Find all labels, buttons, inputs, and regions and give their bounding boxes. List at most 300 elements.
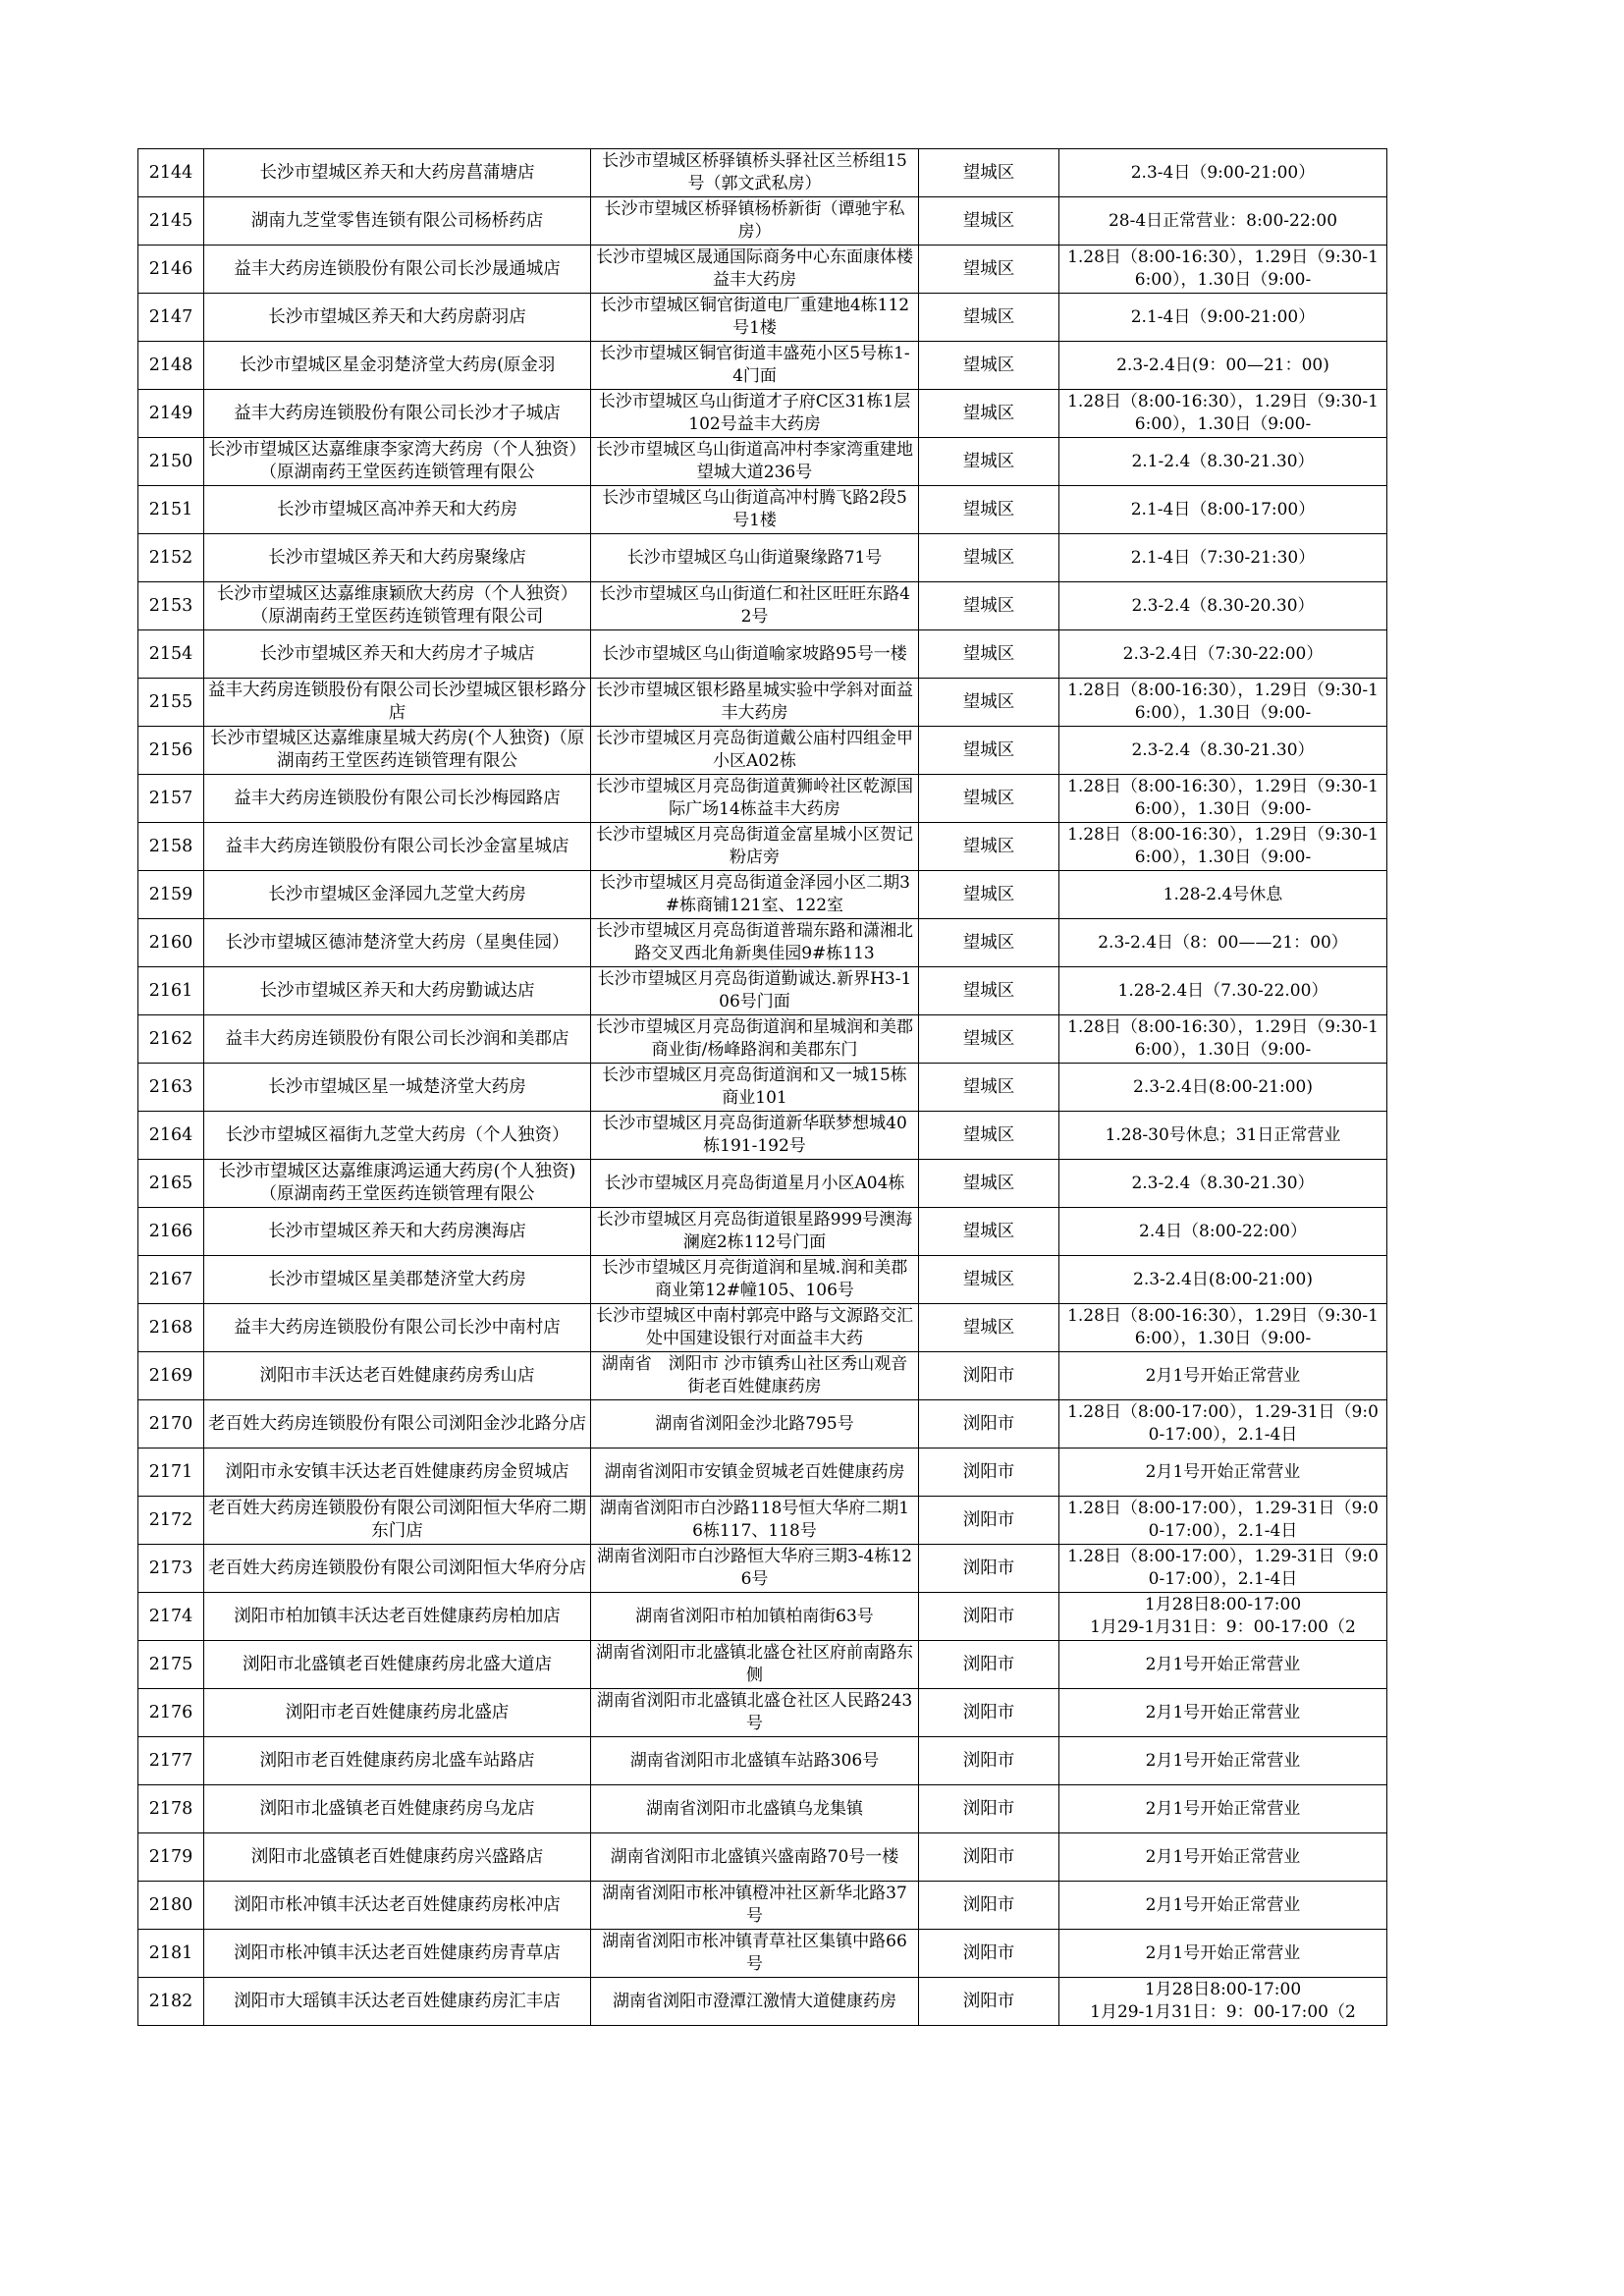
district-text: 望城区: [962, 1317, 1015, 1338]
address-cell: [591, 246, 919, 294]
business-hours-text: 2.3-4日（9:00-21:00）: [1130, 162, 1316, 183]
address-text: 长沙市望城区铜官街道电厂重建地4栋112号1楼: [599, 296, 910, 338]
business-hours-cell: [1059, 1593, 1387, 1641]
business-hours-cell: [1059, 438, 1387, 486]
row-number-text: 2176: [148, 1702, 193, 1722]
business-hours-cell: [1059, 630, 1387, 679]
address-text: 湖南省浏阳市柏加镇柏南街63号: [635, 1606, 874, 1626]
address-text: 长沙市望城区桥驿镇杨桥新街（谭驰宇私房）: [604, 199, 905, 242]
row-number-cell: [138, 438, 204, 486]
district-cell: [919, 1978, 1059, 2026]
table-row: [138, 1930, 1387, 1978]
business-hours-cell: [1059, 582, 1387, 630]
row-number-text: 2174: [148, 1606, 193, 1626]
address-text: 长沙市望城区月亮岛街道金泽园小区二期3#栋商铺121室、122室: [599, 873, 910, 915]
district-cell: [919, 1400, 1059, 1449]
address-text: 长沙市望城区乌山街道高冲村李家湾重建地望城大道236号: [596, 440, 913, 482]
address-cell: [591, 1064, 919, 1112]
table-row: [138, 679, 1387, 727]
row-number-cell: [138, 1593, 204, 1641]
business-hours-text: 2.3-2.4日（8：00——21：00）: [1098, 932, 1348, 953]
business-hours-cell: [1059, 1160, 1387, 1208]
address-text: 长沙市望城区中南村郭亮中路与文源路交汇处中国建设银行对面益丰大药: [596, 1306, 913, 1348]
business-hours-cell: [1059, 294, 1387, 342]
table-row: [138, 775, 1387, 823]
row-number-text: 2167: [148, 1269, 193, 1289]
row-number-text: 2166: [148, 1221, 193, 1241]
address-text: 长沙市望城区乌山街道才子府C区31栋1层102号益丰大药房: [598, 392, 911, 434]
business-hours-cell: [1059, 1449, 1387, 1497]
row-number-cell: [138, 967, 204, 1015]
row-number-text: 2182: [148, 1991, 193, 2011]
district-cell: [919, 390, 1059, 438]
address-cell: [591, 1208, 919, 1256]
district-text: 望城区: [962, 306, 1015, 327]
district-cell: [919, 342, 1059, 390]
row-number-cell: [138, 390, 204, 438]
row-number-cell: [138, 149, 204, 197]
district-text: 望城区: [962, 1028, 1015, 1049]
address-text: 长沙市望城区月亮岛街道勤诚达.新界H3-106号门面: [597, 969, 912, 1011]
row-number-text: 2145: [148, 210, 193, 231]
pharmacy-name-cell: [204, 390, 591, 438]
business-hours-text: 1.28日（8:00-17:00），1.29-31日（9:00-17:00），2.1-4日: [1067, 1499, 1379, 1541]
business-hours-text: 1.28-2.4日（7.30-22.00）: [1117, 980, 1328, 1001]
pharmacy-name-text: 老百姓大药房连锁股份有限公司浏阳恒大华府二期东门店: [208, 1499, 586, 1541]
pharmacy-name-text: 益丰大药房连锁股份有限公司长沙金富星城店: [225, 836, 569, 856]
pharmacy-name-text: 长沙市望城区星美郡楚济堂大药房: [268, 1269, 526, 1289]
pharmacy-name-cell: [204, 1545, 591, 1593]
row-number-cell: [138, 197, 204, 246]
business-hours-cell: [1059, 1833, 1387, 1882]
address-text: 湖南省浏阳市白沙路118号恒大华府二期16栋117、118号: [599, 1499, 910, 1541]
pharmacy-name-text: 老百姓大药房连锁股份有限公司浏阳恒大华府分店: [208, 1558, 586, 1578]
district-cell: [919, 534, 1059, 582]
row-number-cell: [138, 246, 204, 294]
business-hours-text: 2.1-4日（8:00-17:00）: [1130, 499, 1316, 519]
business-hours-cell: [1059, 197, 1387, 246]
address-cell: [591, 1400, 919, 1449]
address-text: 长沙市望城区月亮岛街道金富星城小区贺记粉店旁: [596, 825, 913, 867]
row-number-cell: [138, 1112, 204, 1160]
table-row: [138, 1737, 1387, 1785]
pharmacy-name-cell: [204, 1737, 591, 1785]
business-hours-cell: [1059, 871, 1387, 919]
business-hours-text: 1月28日8:00-17:00 1月29-1月31日：9：00-17:00（2: [1090, 1980, 1356, 2022]
address-text: 长沙市望城区月亮岛街道新华联梦想城40栋191-192号: [602, 1114, 907, 1156]
business-hours-cell: [1059, 1737, 1387, 1785]
business-hours-cell: [1059, 1400, 1387, 1449]
pharmacy-name-cell: [204, 1882, 591, 1930]
row-number-text: 2144: [148, 162, 193, 183]
table-body: [138, 149, 1387, 2026]
pharmacy-name-text: 益丰大药房连锁股份有限公司长沙望城区银杉路分店: [208, 681, 586, 723]
business-hours-cell: [1059, 1112, 1387, 1160]
pharmacy-name-text: 长沙市望城区达嘉维康星城大药房(个人独资)（原湖南药王堂医药连锁管理有限公: [209, 729, 585, 771]
address-cell: [591, 679, 919, 727]
address-cell: [591, 823, 919, 871]
address-cell: [591, 1882, 919, 1930]
row-number-text: 2173: [148, 1558, 193, 1578]
table-row: [138, 1112, 1387, 1160]
pharmacy-name-cell: [204, 582, 591, 630]
district-text: 浏阳市: [962, 1365, 1015, 1386]
row-number-cell: [138, 486, 204, 534]
pharmacy-name-cell: [204, 246, 591, 294]
table-row: [138, 727, 1387, 775]
district-text: 望城区: [962, 1173, 1015, 1193]
business-hours-text: 28-4日正常营业：8:00-22:00: [1108, 210, 1338, 231]
address-text: 长沙市望城区月亮街道润和星城.润和美郡商业第12#幢105、106号: [601, 1258, 908, 1300]
business-hours-text: 2.3-2.4（8.30-21.30）: [1131, 1173, 1315, 1193]
pharmacy-name-cell: [204, 342, 591, 390]
pharmacy-name-text: 长沙市望城区养天和大药房菖蒲塘店: [259, 162, 535, 183]
pharmacy-name-cell: [204, 679, 591, 727]
district-text: 望城区: [962, 643, 1015, 664]
table-row: [138, 1015, 1387, 1064]
address-cell: [591, 630, 919, 679]
row-number-text: 2180: [148, 1894, 193, 1915]
district-cell: [919, 438, 1059, 486]
address-cell: [591, 775, 919, 823]
row-number-text: 2154: [148, 643, 193, 664]
address-cell: [591, 1593, 919, 1641]
pharmacy-name-cell: [204, 919, 591, 967]
pharmacy-name-text: 浏阳市老百姓健康药房北盛店: [285, 1702, 510, 1722]
business-hours-text: 2.3-2.4日（7:30-22:00）: [1122, 643, 1324, 664]
pharmacy-name-cell: [204, 1160, 591, 1208]
pharmacy-name-text: 益丰大药房连锁股份有限公司长沙晟通城店: [234, 258, 561, 279]
row-number-text: 2172: [148, 1509, 193, 1530]
business-hours-cell: [1059, 775, 1387, 823]
district-cell: [919, 149, 1059, 197]
table-row: [138, 1064, 1387, 1112]
business-hours-cell: [1059, 1304, 1387, 1352]
address-text: 湖南省浏阳市北盛镇乌龙集镇: [646, 1798, 863, 1819]
pharmacy-name-text: 浏阳市北盛镇老百姓健康药房北盛大道店: [243, 1654, 552, 1674]
row-number-text: 2147: [148, 306, 193, 327]
business-hours-text: 2.3-2.4（8.30-21.30）: [1131, 739, 1315, 760]
address-text: 长沙市望城区桥驿镇桥头驿社区兰桥组15号（郭文武私房）: [602, 151, 907, 193]
table-row: [138, 1449, 1387, 1497]
pharmacy-name-text: 长沙市望城区星一城楚济堂大药房: [268, 1076, 526, 1097]
row-number-cell: [138, 1304, 204, 1352]
business-hours-text: 2月1号开始正常营业: [1145, 1798, 1301, 1819]
address-text: 长沙市望城区晟通国际商务中心东面康体楼益丰大药房: [596, 247, 913, 290]
pharmacy-name-text: 长沙市望城区星金羽楚济堂大药房(原金羽: [239, 355, 556, 375]
row-number-cell: [138, 1497, 204, 1545]
business-hours-text: 2.3-2.4（8.30-20.30）: [1131, 595, 1315, 616]
address-cell: [591, 919, 919, 967]
row-number-text: 2169: [148, 1365, 193, 1386]
pharmacy-name-cell: [204, 1785, 591, 1833]
address-text: 长沙市望城区乌山街道聚缘路71号: [626, 547, 883, 568]
pharmacy-schedule-table: [137, 148, 1387, 2026]
address-cell: [591, 1160, 919, 1208]
business-hours-text: 1.28日（8:00-16:30），1.29日（9:30-16:00），1.30日（9:00-: [1067, 1017, 1379, 1060]
district-cell: [919, 1593, 1059, 1641]
business-hours-cell: [1059, 823, 1387, 871]
business-hours-cell: [1059, 1256, 1387, 1304]
pharmacy-name-text: 浏阳市北盛镇老百姓健康药房兴盛路店: [250, 1846, 544, 1867]
row-number-text: 2158: [148, 836, 193, 856]
row-number-cell: [138, 1737, 204, 1785]
pharmacy-name-cell: [204, 967, 591, 1015]
row-number-text: 2156: [148, 739, 193, 760]
district-text: 望城区: [962, 595, 1015, 616]
pharmacy-name-cell: [204, 534, 591, 582]
pharmacy-name-text: 浏阳市柏加镇丰沃达老百姓健康药房柏加店: [234, 1606, 561, 1626]
address-cell: [591, 1449, 919, 1497]
district-text: 浏阳市: [962, 1750, 1015, 1771]
table-row: [138, 919, 1387, 967]
row-number-cell: [138, 1352, 204, 1400]
business-hours-text: 1.28日（8:00-16:30），1.29日（9:30-16:00），1.30日（9:00-: [1067, 825, 1379, 867]
table-row: [138, 1785, 1387, 1833]
address-text: 湖南省浏阳市枨冲镇青草社区集镇中路66号: [602, 1932, 907, 1974]
district-cell: [919, 1882, 1059, 1930]
address-cell: [591, 294, 919, 342]
business-hours-cell: [1059, 1785, 1387, 1833]
business-hours-text: 1.28日（8:00-16:30），1.29日（9:30-16:00），1.30日（9:00-: [1067, 681, 1379, 723]
row-number-text: 2164: [148, 1124, 193, 1145]
row-number-text: 2157: [148, 788, 193, 808]
business-hours-text: 2月1号开始正常营业: [1145, 1654, 1301, 1674]
district-text: 浏阳市: [962, 1413, 1015, 1434]
district-cell: [919, 582, 1059, 630]
district-text: 望城区: [962, 691, 1015, 712]
pharmacy-name-cell: [204, 727, 591, 775]
business-hours-text: 1月28日8:00-17:00 1月29-1月31日：9：00-17:00（2: [1090, 1595, 1356, 1637]
address-text: 长沙市望城区乌山街道高冲村腾飞路2段5号1楼: [602, 488, 907, 530]
row-number-cell: [138, 630, 204, 679]
business-hours-cell: [1059, 342, 1387, 390]
district-cell: [919, 1256, 1059, 1304]
district-cell: [919, 1064, 1059, 1112]
table-row: [138, 1160, 1387, 1208]
pharmacy-name-text: 浏阳市永安镇丰沃达老百姓健康药房金贸城店: [225, 1461, 569, 1482]
pharmacy-name-text: 长沙市望城区养天和大药房才子城店: [259, 643, 535, 664]
district-text: 浏阳市: [962, 1991, 1015, 2011]
row-number-cell: [138, 1641, 204, 1689]
district-text: 浏阳市: [962, 1606, 1015, 1626]
row-number-cell: [138, 1882, 204, 1930]
address-text: 湖南省浏阳金沙北路795号: [655, 1413, 854, 1434]
district-cell: [919, 1641, 1059, 1689]
row-number-cell: [138, 1208, 204, 1256]
pharmacy-name-text: 老百姓大药房连锁股份有限公司浏阳金沙北路分店: [208, 1413, 586, 1434]
pharmacy-name-cell: [204, 486, 591, 534]
business-hours-text: 2月1号开始正常营业: [1145, 1942, 1301, 1963]
row-number-text: 2177: [148, 1750, 193, 1771]
business-hours-text: 2月1号开始正常营业: [1145, 1846, 1301, 1867]
row-number-text: 2175: [148, 1654, 193, 1674]
district-cell: [919, 1737, 1059, 1785]
district-text: 望城区: [962, 451, 1015, 471]
row-number-text: 2168: [148, 1317, 193, 1338]
pharmacy-name-text: 长沙市望城区养天和大药房澳海店: [268, 1221, 526, 1241]
business-hours-cell: [1059, 1208, 1387, 1256]
table-row: [138, 1304, 1387, 1352]
pharmacy-name-text: 益丰大药房连锁股份有限公司长沙润和美郡店: [225, 1028, 569, 1049]
row-number-cell: [138, 727, 204, 775]
pharmacy-name-cell: [204, 1689, 591, 1737]
row-number-text: 2160: [148, 932, 193, 953]
row-number-text: 2152: [148, 547, 193, 568]
row-number-cell: [138, 1449, 204, 1497]
pharmacy-name-cell: [204, 1930, 591, 1978]
pharmacy-name-text: 浏阳市北盛镇老百姓健康药房乌龙店: [259, 1798, 535, 1819]
business-hours-cell: [1059, 727, 1387, 775]
address-cell: [591, 1978, 919, 2026]
business-hours-text: 1.28日（8:00-16:30），1.29日（9:30-16:00），1.30日（9:00-: [1067, 777, 1379, 819]
table-row: [138, 630, 1387, 679]
business-hours-cell: [1059, 919, 1387, 967]
pharmacy-name-cell: [204, 1400, 591, 1449]
pharmacy-name-text: 长沙市望城区达嘉维康李家湾大药房（个人独资）（原湖南药王堂医药连锁管理有限公: [208, 440, 586, 482]
business-hours-text: 2.3-2.4日(9：00—21：00): [1116, 355, 1329, 375]
pharmacy-name-cell: [204, 1304, 591, 1352]
pharmacy-name-text: 浏阳市大瑶镇丰沃达老百姓健康药房汇丰店: [234, 1991, 561, 2011]
pharmacy-name-cell: [204, 1978, 591, 2026]
pharmacy-name-text: 益丰大药房连锁股份有限公司长沙中南村店: [234, 1317, 561, 1338]
pharmacy-name-cell: [204, 871, 591, 919]
district-cell: [919, 1160, 1059, 1208]
address-cell: [591, 438, 919, 486]
business-hours-cell: [1059, 1064, 1387, 1112]
table-row: [138, 1400, 1387, 1449]
row-number-text: 2146: [148, 258, 193, 279]
district-cell: [919, 630, 1059, 679]
district-text: 浏阳市: [962, 1509, 1015, 1530]
pharmacy-name-text: 浏阳市枨冲镇丰沃达老百姓健康药房枨冲店: [234, 1894, 561, 1915]
district-cell: [919, 1015, 1059, 1064]
pharmacy-name-cell: [204, 630, 591, 679]
table-row: [138, 486, 1387, 534]
row-number-cell: [138, 342, 204, 390]
business-hours-cell: [1059, 679, 1387, 727]
business-hours-text: 2月1号开始正常营业: [1145, 1750, 1301, 1771]
address-text: 长沙市望城区铜官街道丰盛苑小区5号栋1-4门面: [599, 344, 910, 386]
pharmacy-name-cell: [204, 1449, 591, 1497]
district-text: 望城区: [962, 980, 1015, 1001]
pharmacy-name-text: 益丰大药房连锁股份有限公司长沙才子城店: [234, 403, 561, 423]
table-row: [138, 534, 1387, 582]
business-hours-text: 1.28日（8:00-17:00），1.29-31日（9:00-17:00），2.1-4日: [1067, 1547, 1379, 1589]
address-cell: [591, 149, 919, 197]
row-number-cell: [138, 871, 204, 919]
district-cell: [919, 1449, 1059, 1497]
address-text: 湖南省 浏阳市 沙市镇秀山社区秀山观音街老百姓健康药房: [601, 1354, 908, 1396]
table-row: [138, 1208, 1387, 1256]
district-cell: [919, 1208, 1059, 1256]
business-hours-text: 1.28日（8:00-17:00），1.29-31日（9:00-17:00），2.1-4日: [1067, 1402, 1379, 1445]
table-row: [138, 1497, 1387, 1545]
address-text: 长沙市望城区银杉路星城实验中学斜对面益丰大药房: [596, 681, 913, 723]
district-text: 望城区: [962, 739, 1015, 760]
district-cell: [919, 823, 1059, 871]
district-text: 浏阳市: [962, 1894, 1015, 1915]
district-cell: [919, 679, 1059, 727]
address-text: 长沙市望城区月亮岛街道润和又一城15栋商业101: [602, 1066, 907, 1108]
address-text: 长沙市望城区月亮岛街道星月小区A04栋: [604, 1173, 905, 1193]
address-cell: [591, 582, 919, 630]
address-text: 湖南省浏阳市北盛镇兴盛南路70号一楼: [610, 1846, 899, 1867]
pharmacy-name-text: 长沙市望城区福街九芝堂大药房（个人独资）: [225, 1124, 569, 1145]
row-number-text: 2171: [148, 1461, 193, 1482]
row-number-text: 2181: [148, 1942, 193, 1963]
table-row: [138, 1545, 1387, 1593]
district-cell: [919, 727, 1059, 775]
business-hours-cell: [1059, 1545, 1387, 1593]
district-text: 望城区: [962, 1124, 1015, 1145]
table-row: [138, 390, 1387, 438]
table-row: [138, 246, 1387, 294]
district-text: 浏阳市: [962, 1798, 1015, 1819]
district-text: 浏阳市: [962, 1558, 1015, 1578]
table-row: [138, 1978, 1387, 2026]
row-number-cell: [138, 582, 204, 630]
pharmacy-name-cell: [204, 1497, 591, 1545]
address-cell: [591, 1352, 919, 1400]
pharmacy-name-text: 益丰大药房连锁股份有限公司长沙梅园路店: [234, 788, 561, 808]
row-number-text: 2170: [148, 1413, 193, 1434]
district-cell: [919, 1304, 1059, 1352]
pharmacy-name-text: 湖南九芝堂零售连锁有限公司杨桥药店: [250, 210, 544, 231]
address-text: 湖南省浏阳市北盛镇北盛仓社区人民路243号: [596, 1691, 913, 1733]
row-number-cell: [138, 679, 204, 727]
business-hours-cell: [1059, 1015, 1387, 1064]
pharmacy-name-cell: [204, 1015, 591, 1064]
row-number-cell: [138, 1064, 204, 1112]
address-cell: [591, 1304, 919, 1352]
address-text: 湖南省浏阳市枨冲镇橙冲社区新华北路37号: [602, 1884, 907, 1926]
row-number-cell: [138, 823, 204, 871]
row-number-cell: [138, 1689, 204, 1737]
row-number-cell: [138, 1930, 204, 1978]
address-text: 湖南省浏阳市北盛镇车站路306号: [629, 1750, 880, 1771]
district-text: 望城区: [962, 162, 1015, 183]
address-cell: [591, 967, 919, 1015]
table-row: [138, 149, 1387, 197]
pharmacy-name-text: 长沙市望城区达嘉维康颖欣大药房（个人独资）（原湖南药王堂医药连锁管理有限公司: [216, 584, 578, 627]
table-row: [138, 1641, 1387, 1689]
row-number-text: 2149: [148, 403, 193, 423]
district-text: 望城区: [962, 1221, 1015, 1241]
business-hours-text: 1.28-2.4号休息: [1163, 884, 1283, 904]
row-number-text: 2151: [148, 499, 193, 519]
pharmacy-name-text: 浏阳市丰沃达老百姓健康药房秀山店: [259, 1365, 535, 1386]
row-number-text: 2178: [148, 1798, 193, 1819]
district-cell: [919, 1112, 1059, 1160]
address-text: 长沙市望城区月亮岛街道润和星城润和美郡商业街/杨峰路润和美郡东门: [596, 1017, 913, 1060]
business-hours-text: 1.28日（8:00-16:30），1.29日（9:30-16:00），1.30日（9:00-: [1067, 1306, 1379, 1348]
district-cell: [919, 246, 1059, 294]
table-row: [138, 823, 1387, 871]
business-hours-cell: [1059, 1352, 1387, 1400]
district-cell: [919, 1689, 1059, 1737]
address-cell: [591, 486, 919, 534]
row-number-text: 2159: [148, 884, 193, 904]
pharmacy-name-cell: [204, 823, 591, 871]
district-text: 望城区: [962, 258, 1015, 279]
row-number-cell: [138, 1400, 204, 1449]
address-cell: [591, 1256, 919, 1304]
district-text: 望城区: [962, 403, 1015, 423]
address-text: 长沙市望城区月亮岛街道黄狮岭社区乾源国际广场14栋益丰大药房: [596, 777, 913, 819]
business-hours-cell: [1059, 149, 1387, 197]
district-cell: [919, 871, 1059, 919]
